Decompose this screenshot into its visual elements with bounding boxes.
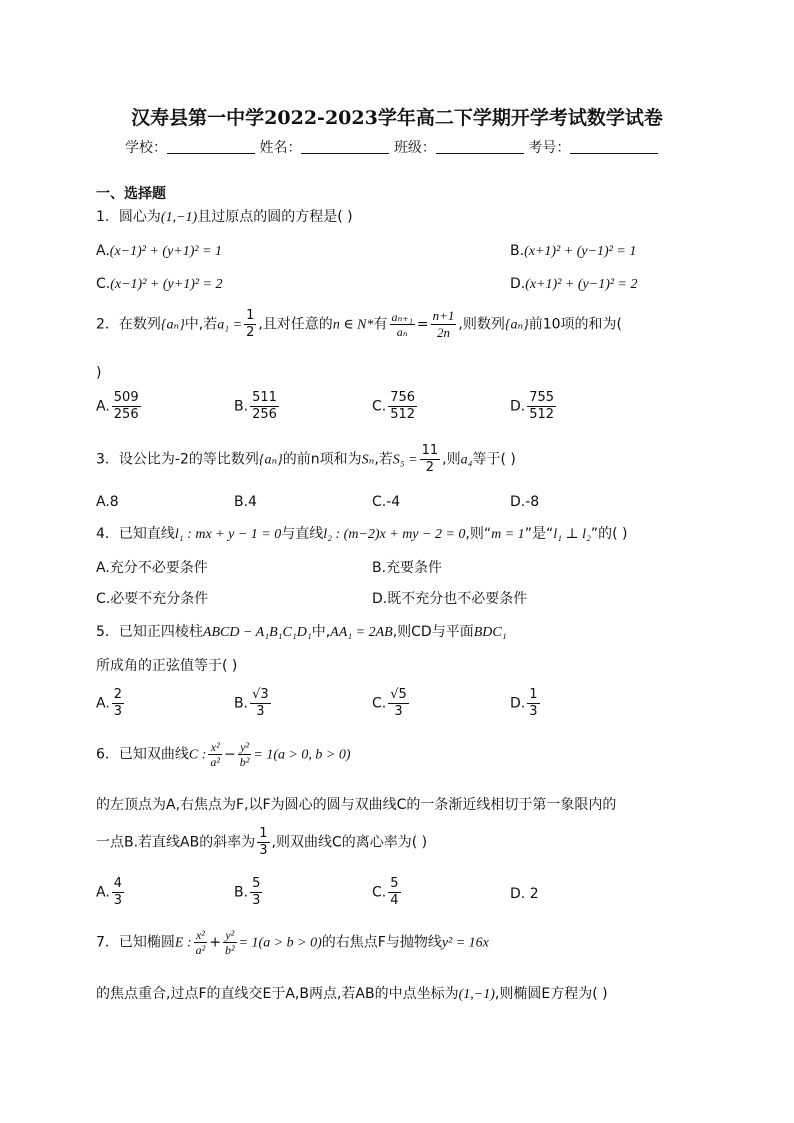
section-heading: 一、选择题	[96, 186, 166, 202]
q2-close-paren: )	[96, 365, 102, 381]
q4-option-d[interactable]: D.既不充分也不必要条件	[372, 591, 528, 607]
q1-option-b[interactable]: B.(x+1)² + (y−1)² = 1	[510, 243, 637, 259]
q5-option-c[interactable]: C. $\frac{√5}{3}$	[372, 687, 407, 719]
q2-option-d[interactable]: D. $\frac{755}{512}$	[510, 390, 555, 422]
q1-option-c[interactable]: C.(x−1)² + (y+1)² = 2	[96, 276, 223, 292]
question-6-line-2: 的左顶点为A,右焦点为F,以F为圆心的圆与双曲线C的一条渐近线相切于第一象限内的	[96, 797, 617, 813]
question-5: 5．已知正四棱柱ABCD − A₁B₁C₁D₁中,AA₁ = 2AB,则CD与平面BDC₁	[96, 624, 507, 640]
q1-option-d[interactable]: D.(x+1)² + (y−1)² = 2	[510, 276, 638, 292]
question-5-line-2: 所成角的正弦值等于( )	[96, 658, 238, 674]
school-blank[interactable]	[167, 139, 255, 154]
q3-option-c[interactable]: C.-4	[372, 494, 401, 510]
id-blank[interactable]	[570, 139, 658, 154]
question-7-line-2: 的焦点重合,过点F的直线交E于A,B两点,若AB的中点坐标为(1,−1),则椭圆E方程为( )	[96, 986, 608, 1002]
q1-option-a[interactable]: A.(x−1)² + (y+1)² = 1	[96, 243, 223, 259]
q3-option-a[interactable]: A.8	[96, 494, 119, 510]
q3-option-d[interactable]: D.-8	[510, 494, 540, 510]
q3-option-b[interactable]: B.4	[234, 494, 257, 510]
info-line	[125, 137, 658, 157]
question-6: 6．已知双曲线C : $\frac{\text{x²}}{\text{a²}}$ − $\frac{\text{y²}}{\text{b²}}$ = 1(a > 0, b > 0)	[96, 740, 351, 769]
q4-option-c[interactable]: C.必要不充分条件	[96, 591, 209, 607]
q2-option-c[interactable]: C. $\frac{756}{512}$	[372, 390, 416, 422]
class-label: 班级：	[393, 140, 436, 156]
q5-option-d[interactable]: D. $\frac{1}{3}$	[510, 687, 538, 719]
school-label: 学校：	[125, 140, 167, 156]
q5-option-b[interactable]: B. $\frac{√3}{3}$	[234, 687, 269, 719]
q6-option-a[interactable]: A. $\frac{4}{3}$	[96, 876, 123, 908]
id-label: 考号：	[528, 140, 571, 156]
q4-option-a[interactable]: A.充分不必要条件	[96, 560, 208, 576]
q6-option-c[interactable]: C. $\frac{5}{4}$	[372, 876, 399, 908]
question-3: 3．设公比为-2的等比数列{aₙ}的前n项和为Sₙ,若S₅ = $\frac{11}{2}$ ,则a₄等于( )	[96, 443, 516, 475]
question-2: 2．在数列{aₙ}中,若a₁ = $\frac{1}{2}$ ,且对任意的n ∈ N*有 $\frac{\text{aₙ₊₁}}{\text{aₙ}}$ = $\frac{n+1}{2n}$ ,则数列{aₙ}前10项的和为(	[96, 308, 623, 340]
name-label: 姓名：	[259, 140, 302, 156]
question-1: 1．圆心为(1,−1)且过原点的圆的方程是( )	[96, 209, 353, 225]
q6-option-b[interactable]: B. $\frac{5}{3}$	[234, 876, 261, 908]
q6-option-d[interactable]: D. 2	[510, 886, 539, 902]
page-title: 汉寿县第一中学2022-2023学年高二下学期开学考试数学试卷	[131, 107, 663, 129]
q4-option-b[interactable]: B.充要条件	[372, 560, 443, 576]
question-6-line-3: 一点B.若直线AB的斜率为 $\frac{1}{3}$ ,则双曲线C的离心率为( )	[96, 826, 428, 858]
name-blank[interactable]	[301, 139, 389, 154]
class-blank[interactable]	[436, 139, 524, 154]
q2-option-a[interactable]: A. $\frac{509}{256}$	[96, 390, 139, 422]
q5-option-a[interactable]: A. $\frac{2}{3}$	[96, 687, 123, 719]
question-7: 7．已知椭圆E : $\frac{\text{x²}}{\text{a²}}$ + $\frac{\text{y²}}{\text{b²}}$ = 1(a > b > 0)的右焦点F与抛物线y² = 16x	[96, 928, 489, 957]
question-4: 4．已知直线l₁ : mx + y − 1 = 0与直线l₂ : (m−2)x + my − 2 = 0,则“m = 1”是“l₁ ⊥ l₂”的( )	[96, 526, 628, 542]
q2-option-b[interactable]: B. $\frac{511}{256}$	[234, 390, 277, 422]
